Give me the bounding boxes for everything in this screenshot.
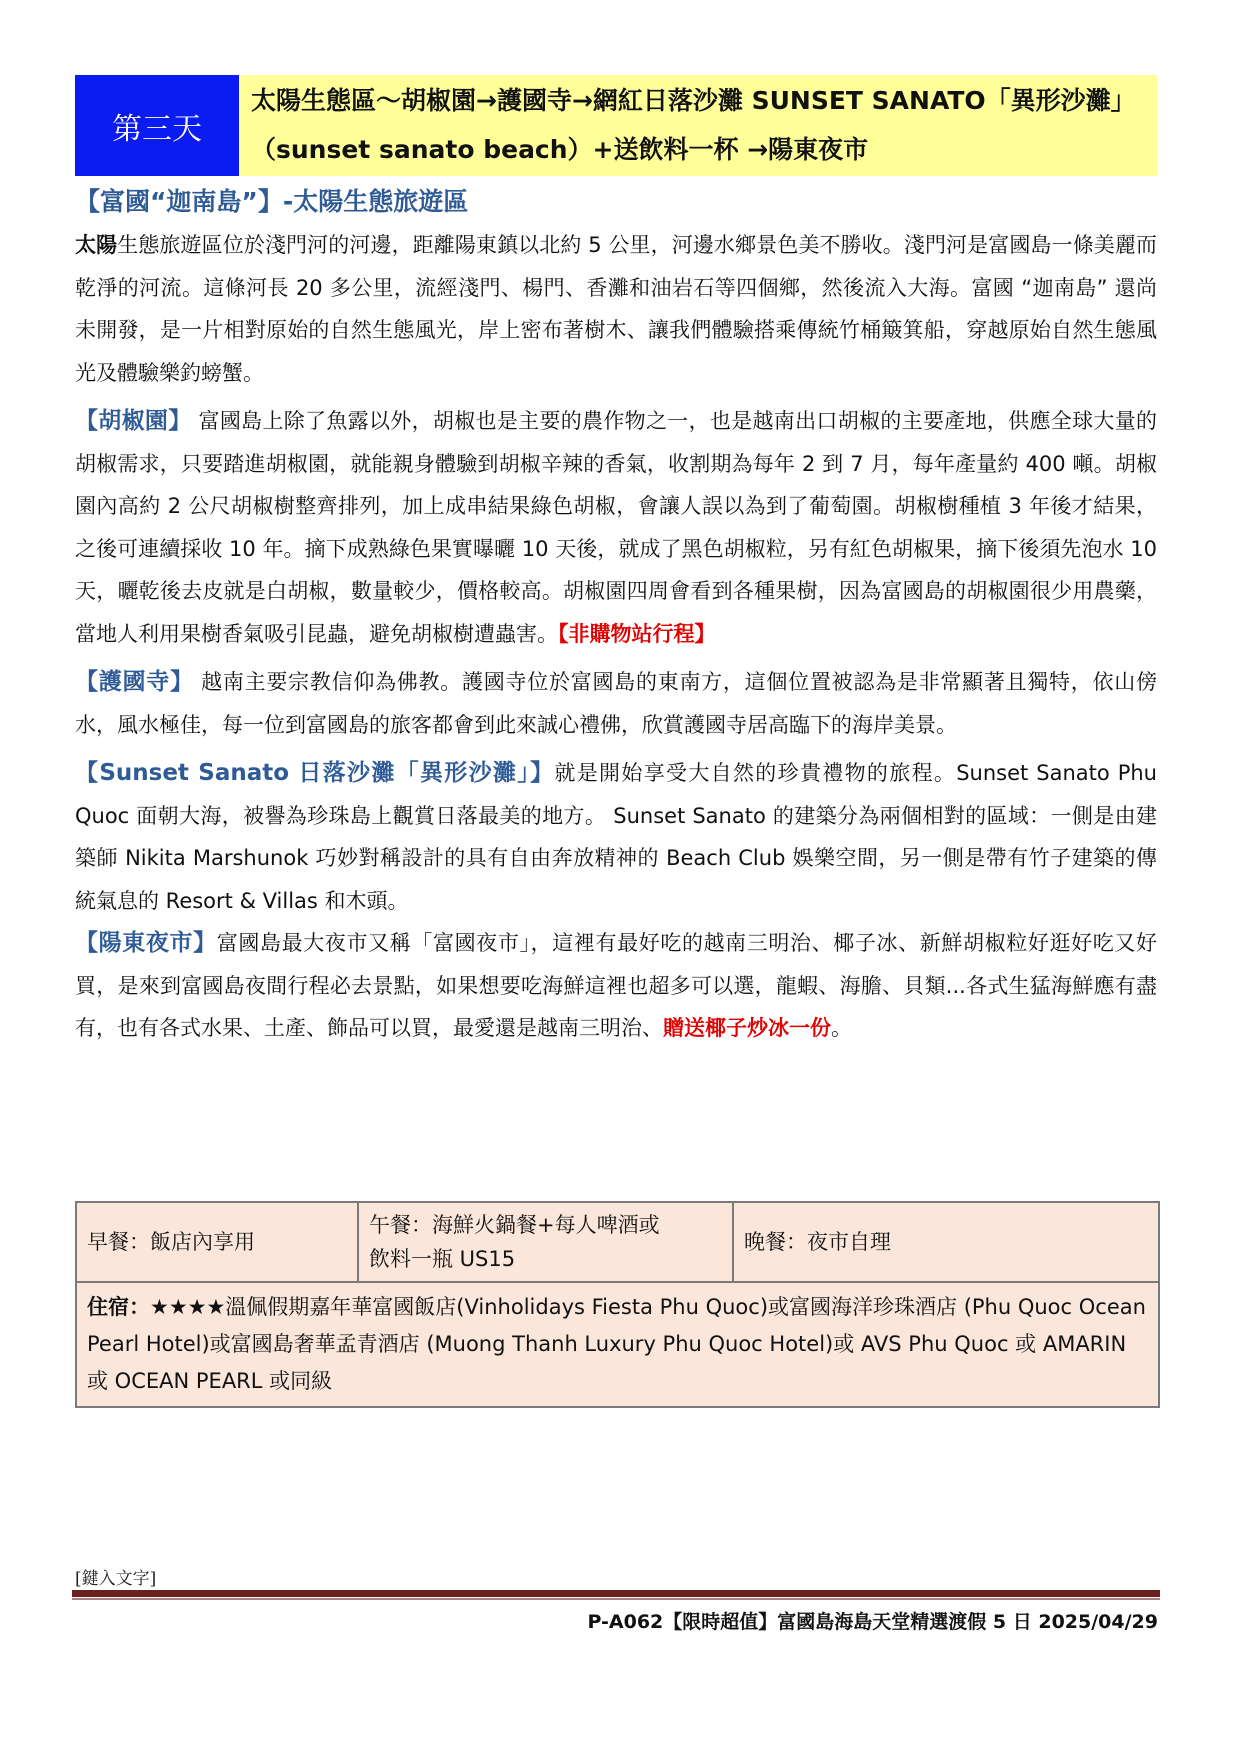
pepper-body: 富國島上除了魚露以外，胡椒也是主要的農作物之一，也是越南出口胡椒的主要產地，供應全球大量的胡椒需求，只要踏進胡椒園，就能親身體驗到胡椒辛辣的香氣，收割期為每年 2 到 7 月，每年產量約 400 噸。胡椒園內高約 2 公尺胡椒樹整齊排列，加上成串結果綠色胡椒，會讓人誤以為到了葡萄園。胡椒樹種植 3 年後才結果，之後可連續採收 10 年。摘下成熟綠色果實曝曬 10 天後，就成了黑色胡椒粒，另有紅色胡椒果，摘下後須先泡水 10 天，曬乾後去皮就是白胡椒，數量較少，價格較高。胡椒園四周會看到各種果樹，因為富國島的胡椒園很少用農藥，當地人利用果樹香氣吸引昆蟲，避免胡椒樹遭蟲害。 bbox=[75, 409, 1158, 646]
dinner-cell: 晚餐：夜市自理 bbox=[733, 1202, 1159, 1282]
itinerary-content bbox=[75, 180, 1157, 1050]
sunset-body: 就是開始享受大自然的珍貴禮物的旅程。Sunset Sanato Phu Quoc 面朝大海，被譽為珍珠島上觀賞日落最美的地方。 Sunset Sanato 的建築分為兩個相對的區域：一側是由建築師 Nikita Marshunok 巧妙對稱設計的具有自由奔放精神的 Beach Club 娛樂空間，另一側是帶有竹子建築的傳統氣息的 Resort & Villas 和木頭。 bbox=[75, 761, 1157, 913]
section-body-eco bbox=[75, 224, 1157, 394]
section-title-sunset: 【Sunset Sanato 日落沙灘「異形沙灘」】 bbox=[75, 760, 555, 786]
eco-body: 生態旅遊區位於淺門河的河邊，距離陽東鎮以北約 5 公里，河邊水鄉景色美不勝收。淺門河是富國島一條美麗而乾淨的河流。這條河長 20 多公里，流經淺門、楊門、香灘和油岩石等四個鄉，然後流入大海。富國 “迦南島” 還尚未開發，是一片相對原始的自然生態風光，岸上密布著樹木、讓我們體驗搭乘傳統竹桶簸箕船，穿越原始自然生態風光及體驗樂釣螃蟹。 bbox=[75, 233, 1157, 385]
day-title: 太陽生態區～胡椒園→護國寺→網紅日落沙灘 SUNSET SANATO「異形沙灘」（sunset sanato beach）+送飲料一杯 →陽東夜市 bbox=[239, 75, 1157, 176]
meals-row bbox=[76, 1202, 1159, 1282]
lodging-label: 住宿： bbox=[87, 1295, 150, 1319]
footer-placeholder[interactable]: [鍵入文字] bbox=[75, 1569, 157, 1589]
eco-lead: 太陽 bbox=[75, 233, 118, 257]
footer-code-title: P-A062【限時超值】富國島海島天堂精選渡假 5 日 2025/04/29 bbox=[587, 1611, 1158, 1633]
lunch-line2: 飲料一瓶 US15 bbox=[369, 1247, 516, 1271]
section-body-pepper bbox=[75, 400, 1157, 655]
day-label: 第三天 bbox=[75, 75, 239, 176]
lodging-row bbox=[76, 1282, 1159, 1407]
lodging-text: ★★★★溫佩假期嘉年華富國飯店(Vinholidays Fiesta Phu Quoc)或富國海洋珍珠酒店 (Phu Quoc Ocean Pearl Hotel)或富國島奢華孟青酒店 (Muong Thanh Luxury Phu Quoc Hotel)或 AVS Phu Quoc 或 AMARIN 或 OCEAN PEARL 或同級 bbox=[87, 1295, 1146, 1393]
section-title-eco: 【富國“迦南島”】-太陽生態旅遊區 bbox=[75, 187, 469, 216]
section-body-sunset bbox=[75, 752, 1157, 922]
lunch-cell bbox=[358, 1202, 733, 1282]
section-title-market: 【陽東夜市】 bbox=[75, 930, 217, 956]
market-body: 富國島最大夜市又稱「富國夜市」，這裡有最好吃的越南三明治、椰子冰、新鮮胡椒粒好逛好吃又好買，是來到富國島夜間行程必去景點，如果想要吃海鮮這裡也超多可以選，龍蝦、海膽、貝類...各式生猛海鮮應有盡有，也有各式水果、土產、飾品可以買，最愛還是越南三明治、 bbox=[75, 931, 1158, 1040]
lodging-cell bbox=[76, 1282, 1159, 1407]
non-shopping-note: 【非購物站行程】 bbox=[558, 621, 716, 646]
section-title-temple: 【護國寺】 bbox=[75, 669, 194, 695]
footer-divider bbox=[72, 1590, 1160, 1597]
meals-table bbox=[75, 1201, 1160, 1408]
section-body-market bbox=[75, 922, 1157, 1050]
footer-divider-thin bbox=[72, 1598, 1160, 1600]
gift-end: 。 bbox=[831, 1016, 852, 1040]
section-body-temple bbox=[75, 661, 1157, 746]
gift-note: 贈送椰子炒冰一份 bbox=[663, 1016, 831, 1040]
day-header bbox=[75, 75, 1157, 176]
lunch-line1: 午餐：海鮮火鍋餐+每人啤酒或 bbox=[369, 1213, 660, 1237]
breakfast-cell: 早餐：飯店內享用 bbox=[76, 1202, 358, 1282]
section-title-pepper: 【胡椒園】 bbox=[75, 408, 192, 434]
temple-body: 越南主要宗教信仰為佛教。護國寺位於富國島的東南方，這個位置被認為是非常顯著且獨特，依山傍水，風水極佳，每一位到富國島的旅客都會到此來誠心禮佛，欣賞護國寺居高臨下的海岸美景。 bbox=[75, 670, 1158, 737]
